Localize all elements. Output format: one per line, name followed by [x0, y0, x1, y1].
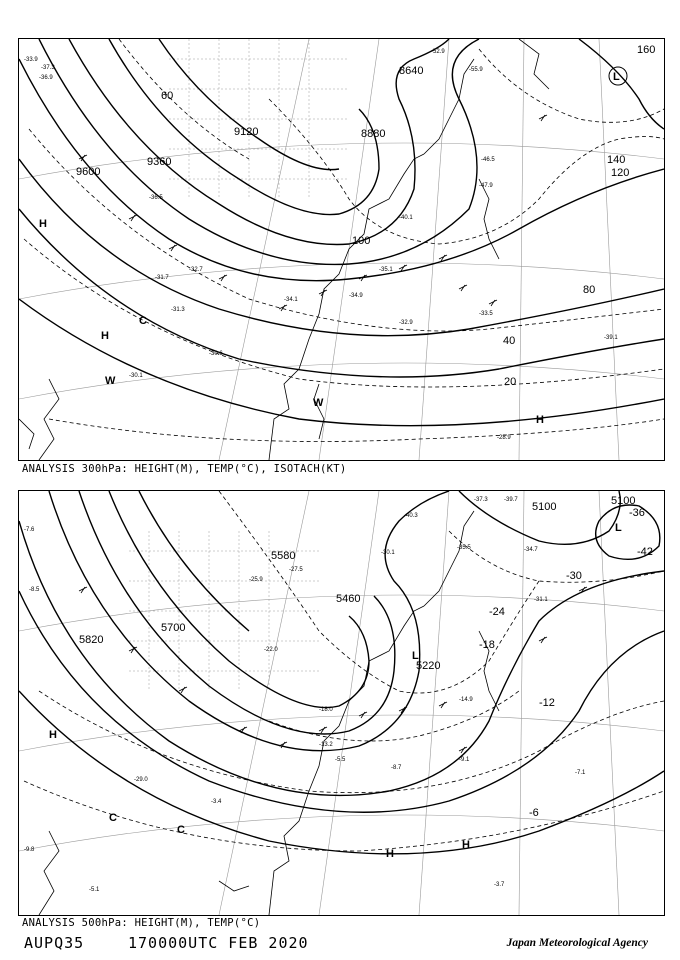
temp-contour-label: -12: [539, 697, 555, 709]
isotach-label: 40: [503, 335, 516, 347]
high-pressure-center: H: [49, 729, 57, 741]
chart-panel-300hpa: [18, 38, 665, 461]
temp-label: -40.3: [404, 513, 418, 519]
temp-label: -29.0: [134, 777, 148, 783]
high-pressure-center: H: [39, 218, 47, 230]
low-pressure-center: L: [412, 650, 419, 662]
temp-label: -52.9: [431, 49, 445, 55]
temp-label: -34.1: [284, 297, 298, 303]
temp-label: -5.1: [89, 887, 100, 893]
temp-contour-label: -18: [479, 639, 495, 651]
temp-label: -34.7: [524, 547, 538, 553]
height-label: 5580: [271, 550, 296, 562]
isotach-label: 140: [607, 154, 626, 166]
isotach-label: 120: [611, 167, 630, 179]
map-500hpa: [19, 491, 664, 915]
coastline: [19, 39, 549, 460]
temp-contour-label: -24: [489, 606, 505, 618]
temp-label: -37.3: [41, 65, 55, 71]
caption-300hpa: ANALYSIS 300hPa: HEIGHT(M), TEMP(°C), ISOTACH(KT): [22, 463, 347, 475]
temp-label: -8.7: [391, 765, 402, 771]
isotach-label: 160: [637, 44, 656, 56]
isotach-label: 60: [161, 90, 174, 102]
temp-label: -32.9: [399, 320, 413, 326]
temp-label: -28.9: [497, 435, 511, 441]
temp-label: -30.6: [209, 351, 223, 357]
height-label: 9600: [76, 166, 101, 178]
temp-label: -9.8: [24, 847, 35, 853]
height-label: 9360: [147, 156, 172, 168]
high-pressure-center: H: [386, 848, 394, 860]
temp-label: -34.9: [349, 293, 363, 299]
warm-center: W: [105, 375, 116, 387]
isotach-label: 100: [352, 235, 371, 247]
temp-label: -30.1: [129, 373, 143, 379]
temp-label: -9.1: [459, 757, 470, 763]
temp-label: -18.0: [319, 707, 333, 713]
map-300hpa: [19, 39, 664, 460]
height-label: 8880: [361, 128, 386, 140]
temp-label: -5.5: [335, 757, 346, 763]
valid-time: 170000UTC FEB 2020: [128, 934, 309, 952]
isotach-label: 80: [583, 284, 596, 296]
temp-label: -3.4: [211, 799, 222, 805]
temp-label: -39.7: [504, 497, 518, 503]
warm-center: W: [313, 397, 324, 409]
height-label: 5820: [79, 634, 104, 646]
temp-label: -13.2: [319, 742, 333, 748]
height-label: 9120: [234, 126, 259, 138]
temp-label: -47.9: [479, 183, 493, 189]
temp-label: -39.1: [604, 335, 618, 341]
isotach-label: 20: [504, 376, 517, 388]
temp-label: -32.7: [189, 267, 203, 273]
high-pressure-center: H: [101, 330, 109, 342]
high-pressure-center: H: [536, 414, 544, 426]
chart-code: AUPQ35: [24, 934, 85, 952]
temp-label: -7.1: [575, 770, 586, 776]
height-label: 5100: [532, 501, 557, 513]
height-label: 5700: [161, 622, 186, 634]
temp-label: -31.7: [155, 275, 169, 281]
temp-label: -25.9: [249, 577, 263, 583]
temp-label: -31.3: [171, 307, 185, 313]
temp-label: -27.5: [289, 567, 303, 573]
temp-label: -36.9: [39, 75, 53, 81]
temp-label: -22.0: [264, 647, 278, 653]
height-contours: [19, 491, 664, 854]
temp-label: -7.6: [24, 527, 35, 533]
isotach-contours: [24, 39, 664, 442]
height-label: 5220: [416, 660, 441, 672]
cold-center: C: [109, 812, 117, 824]
chart-panel-500hpa: [18, 490, 665, 916]
temp-label: -14.9: [459, 697, 473, 703]
height-label: 5100: [611, 495, 636, 507]
agency-name: Japan Meteorological Agency: [506, 937, 648, 949]
temp-label: -40.1: [399, 215, 413, 221]
high-pressure-center: H: [462, 839, 470, 851]
low-pressure-center: L: [613, 71, 620, 83]
height-label: 8640: [399, 65, 424, 77]
temperature-contours: [24, 491, 664, 851]
temp-contour-label: -36: [629, 507, 645, 519]
height-label: 5460: [336, 593, 361, 605]
cold-center: C: [177, 824, 185, 836]
temp-label: -46.5: [481, 157, 495, 163]
cold-center: C: [139, 315, 147, 327]
temp-label: -30.1: [381, 550, 395, 556]
low-pressure-center: L: [615, 522, 622, 534]
temp-contour-label: -30: [566, 570, 582, 582]
graticule: [19, 39, 664, 460]
temp-label: -31.1: [534, 597, 548, 603]
temp-label: -55.9: [469, 67, 483, 73]
temp-contour-label: -6: [529, 807, 539, 819]
temp-label: -35.1: [379, 267, 393, 273]
temp-label: -3.7: [494, 882, 505, 888]
temp-label: -33.5: [479, 311, 493, 317]
temp-label: -33.9: [24, 57, 38, 63]
height-contours: [19, 39, 664, 426]
caption-500hpa: ANALYSIS 500hPa: HEIGHT(M), TEMP(°C): [22, 917, 261, 929]
temp-contour-label: -42: [637, 546, 653, 558]
temp-label: -8.5: [29, 587, 40, 593]
temp-label: -35.5: [457, 545, 471, 551]
temp-label: -36.5: [149, 195, 163, 201]
temp-label: -37.3: [474, 497, 488, 503]
